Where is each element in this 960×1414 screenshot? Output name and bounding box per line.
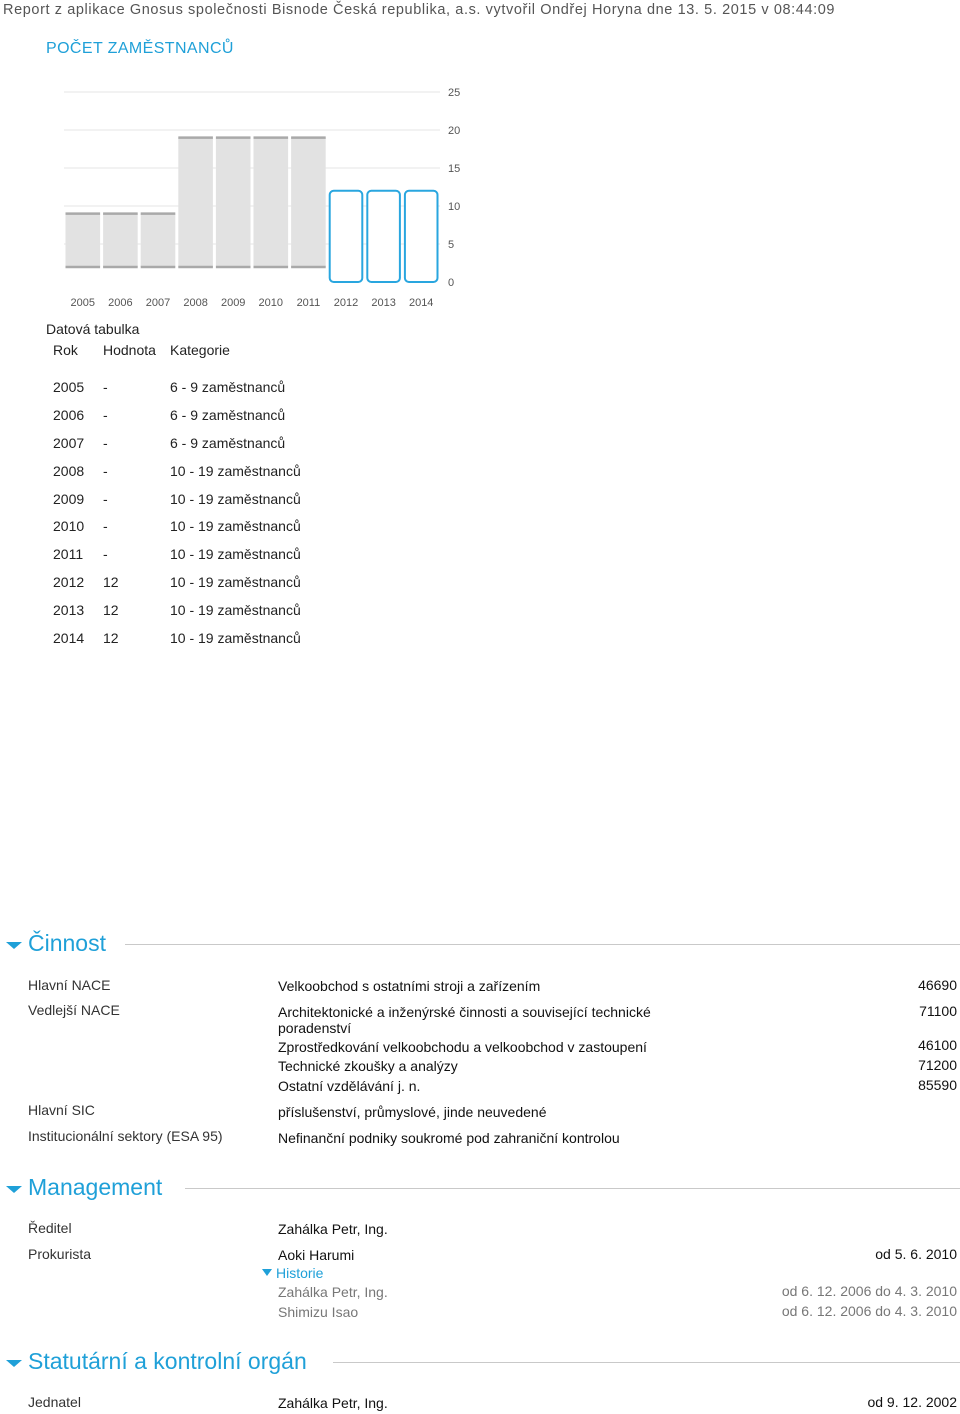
history-name-2: Shimizu Isao bbox=[278, 1304, 359, 1320]
bar-gray bbox=[141, 214, 176, 267]
value-hlavni-sic: příslušenství, průmyslové, jinde neuvedené bbox=[278, 1104, 547, 1120]
cell-value: - bbox=[103, 490, 108, 507]
x-tick-label: 2014 bbox=[408, 297, 434, 309]
x-tick-label: 2013 bbox=[371, 297, 396, 309]
value-jednatel: Zahálka Petr, Ing. bbox=[278, 1395, 388, 1411]
code-hlavni-nace: 46690 bbox=[918, 977, 957, 993]
collapse-triangle-icon[interactable] bbox=[6, 1360, 22, 1367]
history-toggle[interactable] bbox=[262, 1265, 323, 1281]
label-sektor: Institucionální sektory (ESA 95) bbox=[28, 1128, 223, 1144]
code-vedlejsi-nace-3: 71200 bbox=[918, 1057, 957, 1073]
collapse-triangle-icon[interactable] bbox=[6, 942, 22, 949]
code-vedlejsi-nace-1: 71100 bbox=[919, 1003, 957, 1019]
label-reditel: Ředitel bbox=[28, 1220, 72, 1236]
report-header: Report z aplikace Gnosus společnosti Bisnode Česká republika, a.s. vytvořil Ondřej Horyna dne 13. 5. 2015 v 08:44:09 bbox=[3, 2, 836, 18]
cell-category: 10 - 19 zaměstnanců bbox=[170, 574, 301, 591]
section-cinnost bbox=[0, 930, 960, 960]
history-name-1: Zahálka Petr, Ing. bbox=[278, 1284, 388, 1300]
x-tick-label: 2011 bbox=[296, 297, 321, 309]
cell-value: - bbox=[103, 518, 108, 535]
x-tick-label: 2007 bbox=[145, 297, 171, 309]
section-statutarni bbox=[0, 1348, 960, 1378]
bar-gray bbox=[291, 138, 326, 267]
value-vedlejsi-nace-2: Zprostředkování velkoobchodu a velkoobchod v zastoupení bbox=[278, 1039, 647, 1055]
value-vedlejsi-nace-3: Technické zkoušky a analýzy bbox=[278, 1058, 458, 1074]
label-jednatel: Jednatel bbox=[28, 1394, 81, 1410]
x-tick-label: 2010 bbox=[258, 297, 284, 309]
label-hlavni-nace: Hlavní NACE bbox=[28, 977, 111, 993]
cell-value: - bbox=[103, 434, 108, 451]
label-vedlejsi-nace: Vedlejší NACE bbox=[28, 1002, 120, 1018]
section-divider bbox=[125, 944, 960, 945]
cell-category: 10 - 19 zaměstnanců bbox=[170, 602, 301, 619]
cell-category: 10 - 19 zaměstnanců bbox=[170, 630, 301, 647]
x-tick-label: 2005 bbox=[70, 297, 96, 309]
cell-category: 6 - 9 zaměstnanců bbox=[170, 406, 286, 423]
section-title: Statutární a kontrolní orgán bbox=[28, 1348, 307, 1374]
cell-category: 10 - 19 zaměstnanců bbox=[170, 490, 301, 507]
y-tick-label: 10 bbox=[448, 201, 461, 213]
cell-category: 10 - 19 zaměstnanců bbox=[170, 518, 301, 535]
data-table-title: Datová tabulka bbox=[46, 321, 140, 337]
collapse-triangle-icon[interactable] bbox=[6, 1186, 22, 1193]
value-hlavni-nace: Velkoobchod s ostatními stroji a zařízením bbox=[278, 978, 541, 994]
section-title: Management bbox=[28, 1174, 163, 1200]
header-rok: Rok bbox=[53, 342, 78, 358]
employee-chart bbox=[0, 70, 480, 320]
cell-year: 2007 bbox=[53, 434, 85, 451]
cell-value: 12 bbox=[103, 602, 119, 619]
code-vedlejsi-nace-4: 85590 bbox=[918, 1077, 957, 1093]
cell-value: - bbox=[103, 546, 108, 563]
x-tick-label: 2009 bbox=[220, 297, 246, 309]
cell-year: 2010 bbox=[53, 518, 85, 535]
section-title: Činnost bbox=[28, 930, 106, 956]
bar-gray bbox=[254, 138, 289, 267]
date-prokurista: od 5. 6. 2010 bbox=[875, 1246, 957, 1262]
value-vedlejsi-nace-1: Architektonické a inženýrské činnosti a související technické poradenství bbox=[278, 1004, 651, 1036]
cell-year: 2009 bbox=[53, 490, 85, 507]
y-tick-label: 0 bbox=[448, 277, 455, 289]
bar-blue bbox=[330, 191, 363, 282]
y-tick-label: 15 bbox=[448, 163, 461, 175]
date-jednatel: od 9. 12. 2002 bbox=[867, 1394, 957, 1410]
bar-blue bbox=[405, 191, 438, 282]
y-tick-label: 20 bbox=[448, 125, 461, 137]
value-reditel: Zahálka Petr, Ing. bbox=[278, 1221, 388, 1237]
header-kategorie: Kategorie bbox=[170, 342, 230, 358]
employee-count-title: POČET ZAMĚSTNANCŮ bbox=[46, 40, 234, 57]
history-period-1: od 6. 12. 2006 do 4. 3. 2010 bbox=[781, 1283, 957, 1299]
bar-gray bbox=[66, 214, 101, 267]
x-tick-label: 2012 bbox=[333, 297, 359, 309]
cell-category: 10 - 19 zaměstnanců bbox=[170, 462, 301, 479]
section-management bbox=[0, 1174, 960, 1204]
cell-year: 2014 bbox=[53, 630, 85, 647]
section-divider bbox=[333, 1362, 960, 1363]
section-divider bbox=[185, 1188, 960, 1189]
cell-value: - bbox=[103, 379, 108, 395]
triangle-down-icon bbox=[262, 1269, 272, 1276]
history-label: Historie bbox=[276, 1265, 324, 1281]
cell-value: - bbox=[103, 406, 108, 423]
cell-category: 10 - 19 zaměstnanců bbox=[170, 546, 301, 563]
value-vedlejsi-nace-4: Ostatní vzdělávání j. n. bbox=[278, 1078, 421, 1094]
value-sektor: Nefinanční podniky soukromé pod zahraniční kontrolou bbox=[278, 1130, 620, 1146]
cell-year: 2013 bbox=[53, 602, 85, 619]
bar-gray bbox=[178, 138, 213, 267]
history-period-2: od 6. 12. 2006 do 4. 3. 2010 bbox=[781, 1303, 957, 1319]
code-vedlejsi-nace-2: 46100 bbox=[918, 1037, 957, 1053]
cell-year: 2005 bbox=[53, 379, 85, 395]
bar-gray bbox=[103, 214, 138, 267]
cell-year: 2011 bbox=[53, 546, 84, 563]
label-prokurista: Prokurista bbox=[28, 1246, 92, 1262]
y-tick-label: 25 bbox=[448, 87, 461, 99]
x-tick-label: 2006 bbox=[108, 297, 133, 309]
cell-year: 2006 bbox=[53, 406, 85, 423]
y-tick-label: 5 bbox=[448, 239, 455, 251]
cell-value: - bbox=[103, 462, 108, 479]
cell-year: 2008 bbox=[53, 462, 85, 479]
label-hlavni-sic: Hlavní SIC bbox=[28, 1102, 95, 1118]
value-prokurista: Aoki Harumi bbox=[278, 1247, 355, 1263]
bar-gray bbox=[216, 138, 251, 267]
cell-year: 2012 bbox=[53, 574, 85, 591]
x-tick-label: 2008 bbox=[183, 297, 208, 309]
cell-category: 6 - 9 zaměstnanců bbox=[170, 434, 286, 451]
bar-blue bbox=[367, 191, 400, 282]
cell-value: 12 bbox=[103, 574, 119, 591]
header-hodnota: Hodnota bbox=[103, 342, 156, 358]
cell-category: 6 - 9 zaměstnanců bbox=[170, 379, 286, 395]
cell-value: 12 bbox=[103, 630, 119, 647]
